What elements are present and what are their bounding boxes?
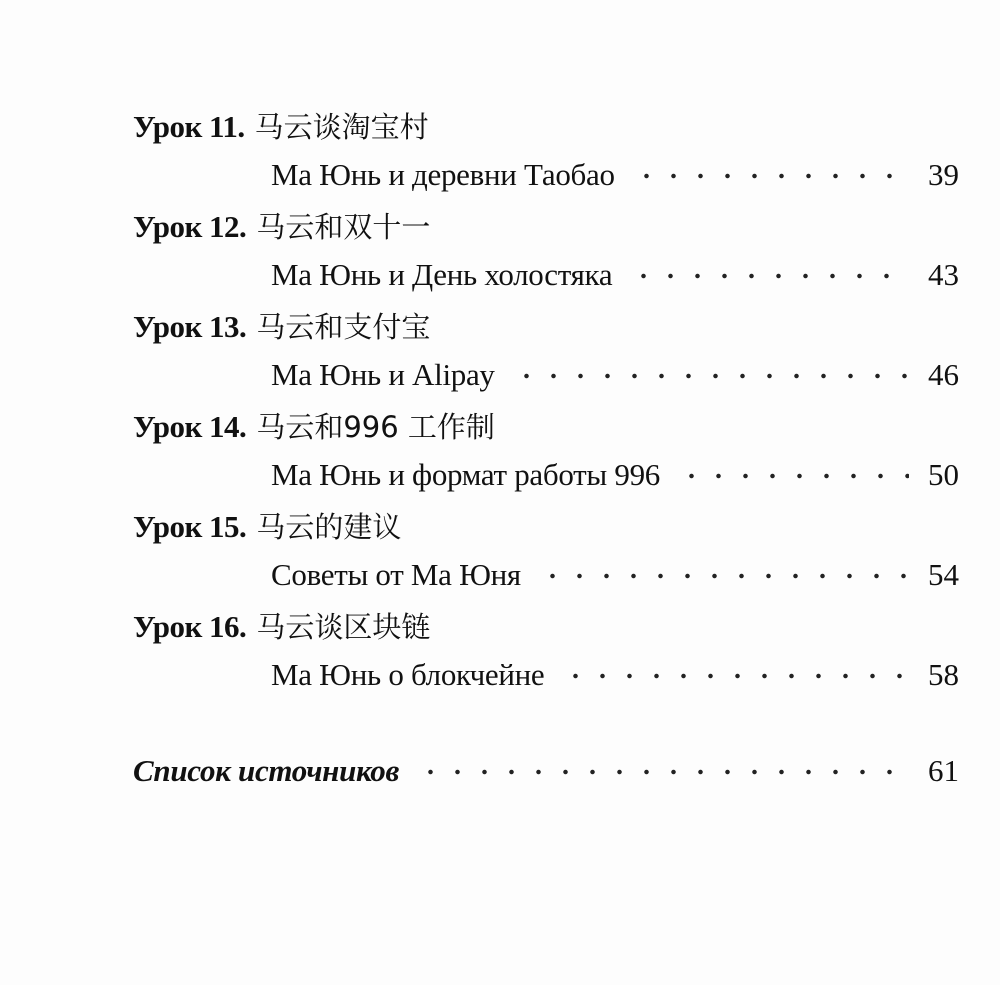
- dot-leader: [539, 559, 909, 579]
- lesson-title-chinese: 马云谈淘宝村: [254, 110, 429, 144]
- lesson-title-chinese: 马云和支付宝: [256, 310, 431, 344]
- toc-entry-lesson-12[interactable]: [133, 206, 959, 306]
- toc-entry-lesson-16[interactable]: [133, 606, 959, 706]
- page-number: 39: [928, 157, 959, 192]
- lesson-heading: [133, 506, 401, 548]
- dot-leader: [678, 459, 909, 479]
- dot-leader: [633, 159, 909, 179]
- toc-entry-lesson-14[interactable]: [133, 406, 959, 506]
- page-number: 50: [928, 457, 959, 492]
- toc-entry-lesson-15[interactable]: [133, 506, 959, 606]
- lesson-subtitle-row: [271, 554, 959, 596]
- sources-title: Список источников: [133, 753, 400, 788]
- lesson-number: Урок 15.: [133, 509, 247, 544]
- lesson-heading: [133, 106, 429, 148]
- lesson-heading: [133, 406, 495, 448]
- dot-leader: [513, 359, 909, 379]
- page-number: 54: [928, 557, 959, 592]
- lesson-title-russian: Ма Юнь и формат работы 996: [271, 457, 660, 492]
- lesson-heading: [133, 606, 430, 648]
- lesson-title-russian: Ма Юнь и Alipay: [271, 357, 495, 392]
- lesson-subtitle-row: [271, 254, 959, 296]
- toc-entry-lesson-11[interactable]: [133, 106, 959, 206]
- lesson-title-russian: Ма Юнь о блокчейне: [271, 657, 545, 692]
- page-number: 58: [928, 657, 959, 692]
- lesson-title-chinese: 马云和双十一: [256, 210, 431, 244]
- lesson-number: Урок 14.: [133, 409, 247, 444]
- lesson-title-russian: Советы от Ма Юня: [271, 557, 521, 592]
- dot-leader: [417, 755, 909, 775]
- lesson-number: Урок 12.: [133, 209, 247, 244]
- lesson-number: Урок 11.: [133, 109, 245, 144]
- page-number: 46: [928, 357, 959, 392]
- dot-leader: [630, 259, 909, 279]
- toc-list: [133, 106, 959, 788]
- toc-entry-sources[interactable]: [133, 750, 959, 792]
- lesson-heading: [133, 206, 430, 248]
- lesson-title-russian: Ма Юнь и деревни Таобао: [271, 157, 615, 192]
- lesson-subtitle-row: [271, 654, 959, 696]
- lesson-title-chinese: 马云和996 工作制: [256, 410, 495, 444]
- lesson-subtitle-row: [271, 354, 959, 396]
- lesson-subtitle-row: [271, 154, 959, 196]
- toc-entry-lesson-13[interactable]: [133, 306, 959, 406]
- lesson-heading: [133, 306, 430, 348]
- lesson-number: Урок 16.: [133, 609, 247, 644]
- dot-leader: [562, 659, 909, 679]
- lesson-title-chinese: 马云谈区块链: [256, 610, 431, 644]
- lesson-number: Урок 13.: [133, 309, 247, 344]
- page-number: 43: [928, 257, 959, 292]
- lesson-title-chinese: 马云的建议: [256, 510, 402, 544]
- lesson-title-russian: Ма Юнь и День холостяка: [271, 257, 613, 292]
- page-number: 61: [928, 753, 959, 788]
- lesson-subtitle-row: [271, 454, 959, 496]
